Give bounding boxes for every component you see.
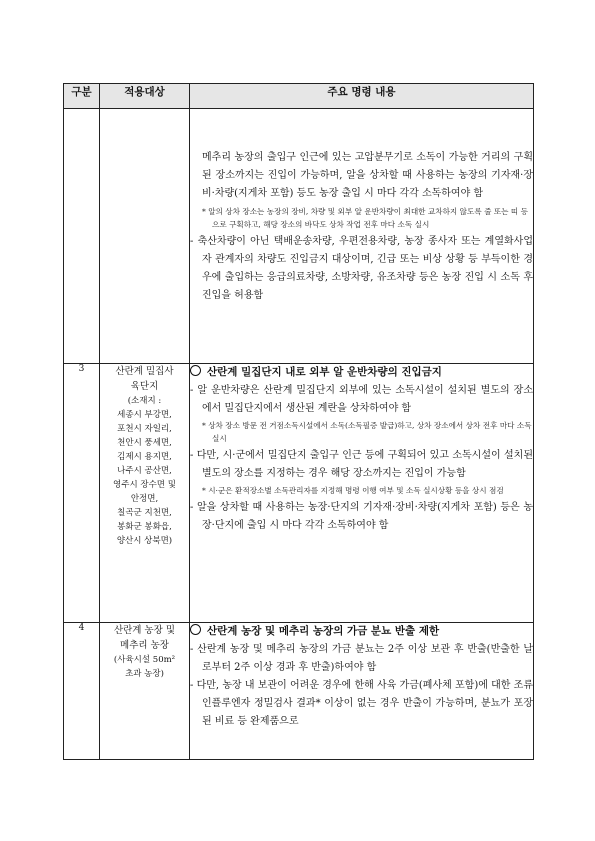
cell-empty-target (100, 109, 190, 364)
row4-content (190, 623, 534, 760)
row3-location-label: (소재지 : (127, 396, 162, 406)
row3-location: 세종시 부강면, (117, 410, 172, 420)
row3-target-name: 산란계 밀집사육단지 (115, 366, 174, 392)
row4-target-line: 메추리 농장 (120, 640, 169, 651)
header-target: 적용대상 (100, 84, 190, 109)
table-header-row (64, 84, 534, 109)
header-category: 구분 (64, 84, 100, 109)
row3-content (190, 364, 534, 623)
row3-note-2: * 시·군은 환적장소별 소독관리자를 지정해 명령 이행 여부 및 소독 실시상황 등을 상시 점검 (202, 486, 504, 495)
table-row-3 (64, 364, 534, 623)
row3-location: 포천시 자일리, (117, 424, 172, 434)
row3-bullet-3: - 알을 상차할 때 사용하는 농장·단지의 기자재·장비·차량(지게차 포함) 등은 농장·단지에 출입 시 마다 각각 소독하여야 함 (190, 502, 533, 531)
row3-location: 천안시 풍세면, (117, 438, 172, 448)
row4-target-line: 산란계 농장 및 (113, 625, 176, 636)
continuation-note: * 알의 상차 장소는 농장의 장비, 차량 및 외부 알 운반차량이 최대한 교차하지 않도록 줄 또는 띠 등으로 구획하고, 해당 장소의 바닥도 상차 작업 전후 마다 소독 실시 (202, 207, 528, 229)
row3-note-1: * 상차 장소 방문 전 거점소독시설에서 소독(소독필증 발급)하고, 상차 장소에서 상차 전후 마다 소독 실시 (202, 421, 532, 443)
row3-location: 칠곡군 지천면, (117, 508, 172, 518)
row3-location: 양산시 상북면) (116, 536, 173, 546)
row4-target (100, 623, 190, 760)
continuation-paragraph: 메추리 농장의 출입구 인근에 있는 고압분무기로 소독이 가능한 거리의 구획된 장소까지는 진입이 가능하며, 알을 상차할 때 사용하는 농장의 기자재·장비·차량(지게차 포함) 등도 농장 출입 시 마다 각각 소독하여야 함 (202, 152, 533, 199)
row3-bullet-2: - 다만, 시·군에서 밀집단지 출입구 인근 등에 구획되어 있고 소독시설이 설치된 별도의 장소를 지정하는 경우 해당 장소까지는 진입이 가능함 (190, 450, 533, 479)
row3-location: 안정면, (130, 494, 159, 504)
row3-number: 3 (64, 364, 100, 623)
row3-location: 나주시 공산면, (117, 466, 172, 476)
row3-target (100, 364, 190, 623)
row4-bullet-2: - 다만, 농장 내 보관이 어려운 경우에 한해 사육 가금(폐사체 포함)에 대한 조류인플루엔자 정밀검사 결과* 이상이 없는 경우 반출이 가능하며, 분뇨가 포장된 비료 등 완제품으로 (190, 680, 533, 727)
row3-bullet-1: - 알 운반차량은 산란계 밀집단지 외부에 있는 소독시설이 설치된 별도의 장소에서 밀집단지에서 생산된 계란을 상차하여야 함 (190, 385, 533, 414)
row4-target-line: (사육시설 50m² (113, 655, 176, 665)
circle-bullet-icon (190, 624, 201, 635)
row4-heading-text: 산란계 농장 및 메추리 농장의 가금 분뇨 반출 제한 (207, 625, 440, 637)
row3-location: 김제시 용지면, (117, 452, 172, 462)
cell-continuation-content (190, 109, 534, 364)
table-row-continuation (64, 109, 534, 364)
row4-number: 4 (64, 623, 100, 760)
row3-heading (190, 364, 533, 381)
row3-location: 봉화군 봉화읍, (117, 522, 172, 532)
continuation-bullet: - 축산차량이 아닌 택배운송차량, 우편전용차량, 농장 종사자 또는 계열화사업자 관계자의 차량도 진입금지 대상이며, 긴급 또는 비상 상황 등 부득이한 경우에 출입하는 응급의료차량, 소방차량, 유조차량 등은 농장 진입 시 소독 후 진입을 허용함 (190, 236, 533, 301)
table-row-4 (64, 623, 534, 760)
row4-bullet-1: - 산란계 농장 및 메추리 농장의 가금 분뇨는 2주 이상 보관 후 반출(반출한 날로부터 2주 이상 경과 후 반출)하여야 함 (190, 644, 533, 673)
row3-heading-text: 산란계 밀집단지 내로 외부 알 운반차량의 진입금지 (207, 366, 442, 378)
circle-bullet-icon (190, 365, 201, 376)
header-content: 주요 명령 내용 (190, 84, 534, 109)
order-table (63, 83, 534, 760)
row4-heading (190, 623, 533, 640)
row3-location: 영주시 장수면 및 (113, 480, 176, 490)
cell-empty-number (64, 109, 100, 364)
row4-target-line: 초과 농장) (125, 669, 164, 679)
